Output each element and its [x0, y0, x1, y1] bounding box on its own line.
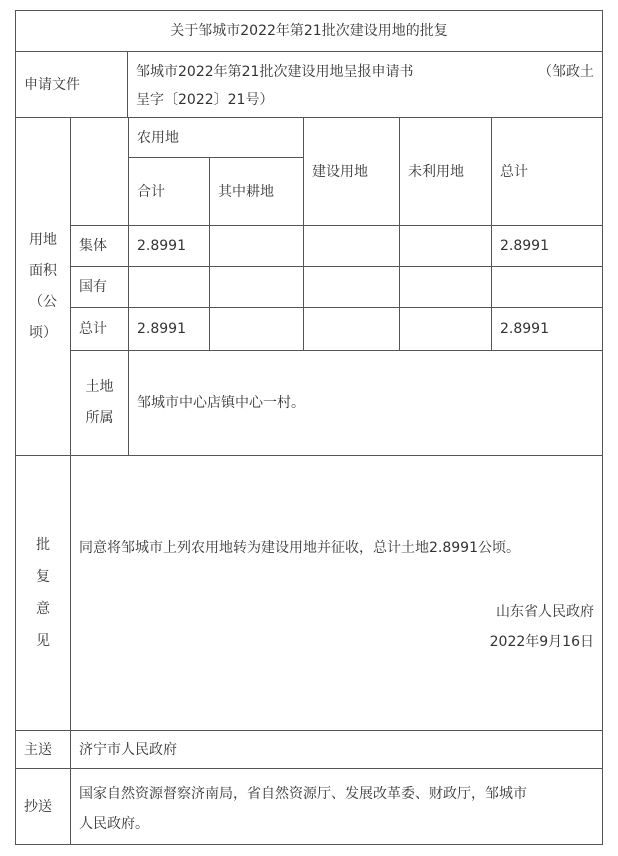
application-title: 邹城市2022年第21批次建设用地呈报申请书 — [136, 64, 414, 80]
location-value: 邹城市中心店镇中心一村。 — [128, 350, 603, 456]
land-area-label — [15, 117, 71, 456]
cell-cultivated — [209, 307, 304, 351]
row-label-state: 国有 — [70, 266, 129, 308]
land-area-label-part: 面积 — [29, 262, 57, 279]
cell-construction — [303, 307, 400, 351]
header-cultivated: 其中耕地 — [209, 157, 304, 226]
cell-unused — [399, 266, 492, 308]
application-ref-end: 呈字〔2022〕21号） — [136, 92, 274, 108]
cell-construction — [303, 225, 400, 267]
cell-unused — [399, 307, 492, 351]
land-area-label-part: 顷） — [29, 324, 57, 341]
cell-unused — [399, 225, 492, 267]
header-total: 总计 — [491, 117, 603, 226]
row-label-collective: 集体 — [70, 225, 129, 267]
cc-value — [70, 768, 603, 845]
approval-label-char: 复 — [36, 569, 50, 585]
approval-label-char: 见 — [36, 633, 50, 649]
cell-cultivated — [209, 266, 304, 308]
approval-issuer: 山东省人民政府 — [496, 604, 594, 620]
approval-label-char: 意 — [36, 601, 50, 617]
cell-subtotal: 2.8991 — [128, 307, 210, 351]
land-area-label-part: 用地 — [29, 231, 57, 248]
approval-text: 同意将邹城市上列农用地转为建设用地并征收，总计土地2.8991公顷。 — [79, 540, 520, 556]
location-label-line: 所属 — [85, 410, 114, 426]
cell-total: 2.8991 — [491, 307, 603, 351]
header-subtotal: 合计 — [128, 157, 210, 226]
header-agricultural: 农用地 — [128, 117, 304, 158]
approval-document — [15, 10, 603, 845]
approval-label — [15, 455, 71, 731]
main-recipient-label: 主送 — [15, 730, 71, 769]
cell-total: 2.8991 — [491, 225, 603, 267]
approval-label-char: 批 — [36, 537, 50, 553]
header-unused: 未利用地 — [399, 117, 492, 226]
location-label — [70, 350, 129, 456]
cc-line: 人民政府。 — [79, 816, 149, 832]
application-ref-start: （邹政土 — [538, 64, 594, 80]
approval-date: 2022年9月16日 — [489, 634, 594, 650]
document-title: 关于邹城市2022年第21批次建设用地的批复 — [15, 10, 603, 52]
cell-construction — [303, 266, 400, 308]
location-label-line: 土地 — [85, 379, 114, 395]
row-label-total: 总计 — [70, 307, 129, 351]
cc-label: 抄送 — [15, 768, 71, 845]
application-label: 申请文件 — [15, 51, 128, 118]
cell-cultivated — [209, 225, 304, 267]
header-construction: 建设用地 — [303, 117, 400, 226]
cell-total — [491, 266, 603, 308]
cc-line: 国家自然资源督察济南局，省自然资源厅、发展改革委、财政厅，邹城市 — [79, 786, 527, 802]
header-corner — [70, 117, 129, 226]
main-recipient-value: 济宁市人民政府 — [70, 730, 603, 769]
cell-subtotal — [128, 266, 210, 308]
application-text — [127, 51, 603, 118]
land-area-label-part: （公 — [29, 293, 57, 310]
approval-content — [70, 455, 603, 731]
cell-subtotal: 2.8991 — [128, 225, 210, 267]
